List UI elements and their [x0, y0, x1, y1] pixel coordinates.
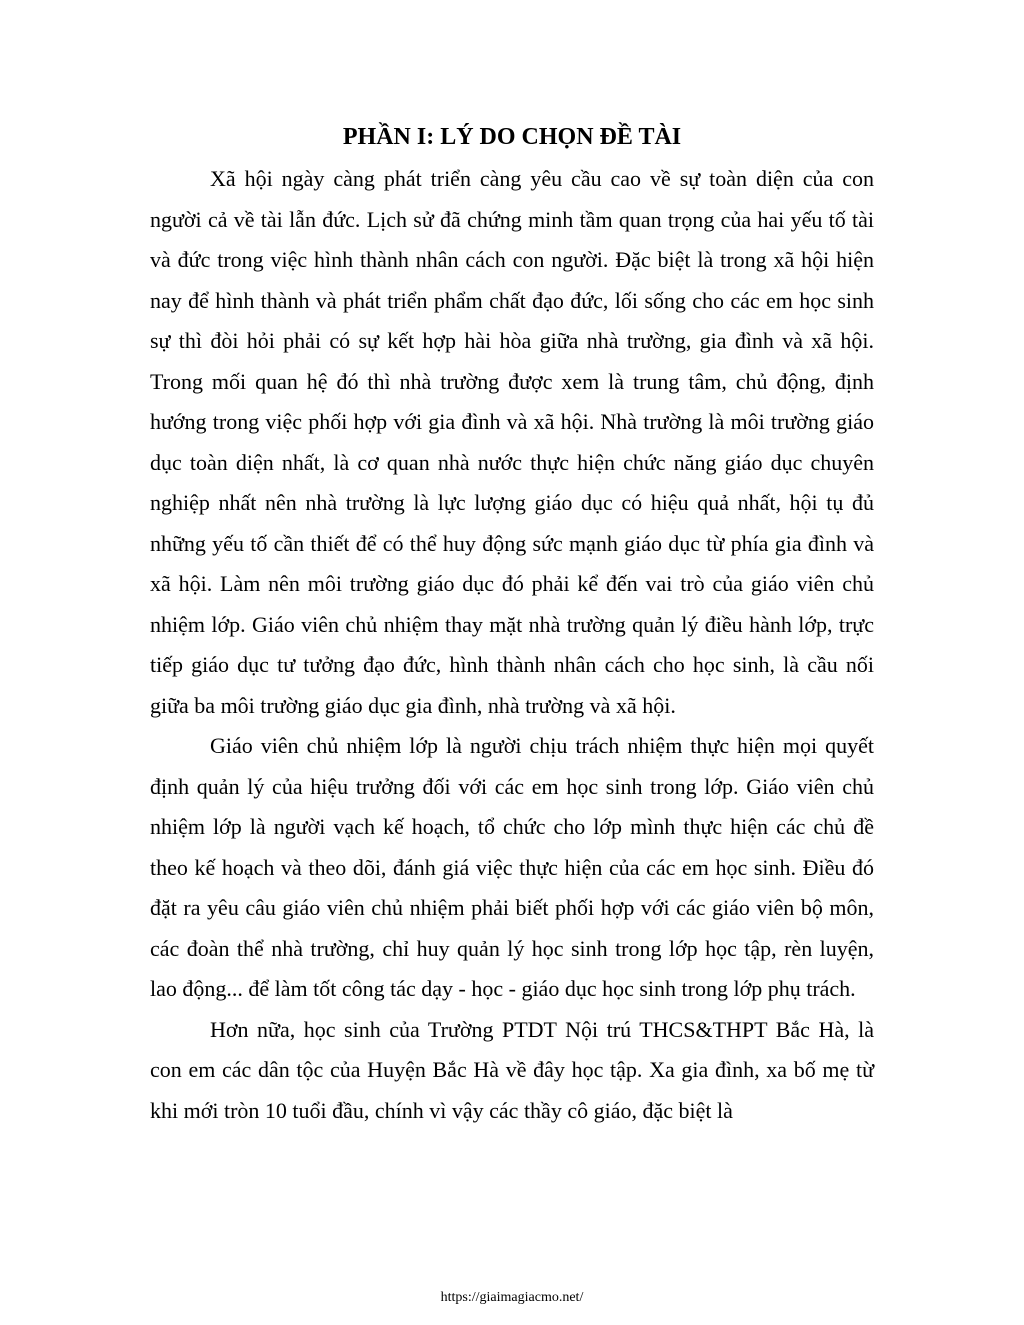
footer-url[interactable]: https://giaimagiacmo.net/	[440, 1290, 584, 1305]
paragraph-1: Xã hội ngày càng phát triển càng yêu cầu cao về sự toàn diện của con người cả về tài lẫn đức. Lịch sử đã chứng minh tầm quan trọng của hai yếu tố tài và đức trong việc hình thành nhân cách con người. Đặc biệt là trong xã hội hiện nay để hình thành và phát triển phẩm chất đạo đức, lối sống cho các em học sinh sự thì đòi hỏi phải có sự kết hợp hài hòa giữa nhà trường, gia đình và xã hội. Trong mối quan hệ đó thì nhà trường được xem là trung tâm, chủ động, định hướng trong việc phối hợp với gia đình và xã hội. Nhà trường là môi trường giáo dục toàn diện nhất, là cơ quan nhà nước thực hiện chức năng giáo dục chuyên nghiệp nhất nên nhà trường là lực lượng giáo dục có hiệu quả nhất, hội tụ đủ những yếu tố cần thiết để có thể huy động sức mạnh giáo dục từ phía gia đình và xã hội. Làm nên môi trường giáo dục đó phải kể đến vai trò của giáo viên chủ nhiệm lớp. Giáo viên chủ nhiệm thay mặt nhà trường quản lý điều hành lớp, trực tiếp giáo dục tư tưởng đạo đức, hình thành nhân cách cho học sinh, là cầu nối giữa ba môi trường giáo dục gia đình, nhà trường và xã hội.	[150, 166, 874, 718]
document-page	[150, 115, 874, 1131]
paragraph-3: Hơn nữa, học sinh của Trường PTDT Nội trú THCS&THPT Bắc Hà, là con em các dân tộc của Huyện Bắc Hà về đây học tập. Xa gia đình, xa bố mẹ từ khi mới tròn 10 tuổi đầu, chính vì vậy các thầy cô giáo, đặc biệt là	[150, 1016, 874, 1123]
paragraph-2: Giáo viên chủ nhiệm lớp là người chịu trách nhiệm thực hiện mọi quyết định quản lý của hiệu trưởng đối với các em học sinh trong lớp. Giáo viên chủ nhiệm lớp là người vạch kế hoạch, tổ chức cho lớp mình thực hiện các chủ đề theo kế hoạch và theo dõi, đánh giá việc thực hiện của các em học sinh. Điều đó đặt ra yêu câu giáo viên chủ nhiệm phải biết phối hợp với các giáo viên bộ môn, các đoàn thể nhà trường, chỉ huy quản lý học sinh trong lớp học tập, rèn luyện, lao động... để làm tốt công tác dạy - học - giáo dục học sinh trong lớp phụ trách.	[150, 733, 874, 1001]
section-title: PHẦN I: LÝ DO CHỌN ĐỀ TÀI	[342, 124, 682, 150]
